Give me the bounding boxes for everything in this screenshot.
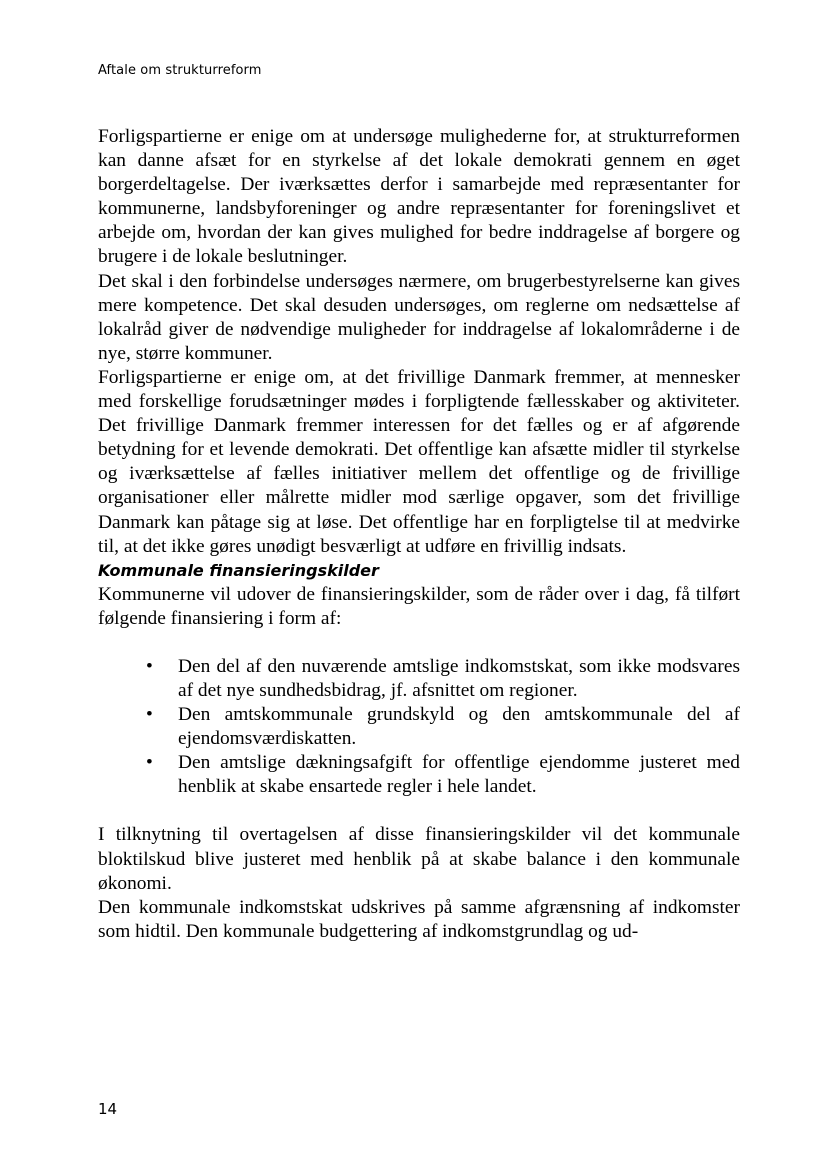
list-item-text: Den del af den nuværende amtslige indkomstskat, som ikke modsvares af det nye sundhedsbidrag, jf. afsnittet om regioner. [178,655,740,701]
bullet-list [98,655,740,800]
list-item [146,751,740,799]
bullet-icon: • [146,752,153,774]
list-item [146,655,740,703]
section-intro: Kommunerne vil udover de finansieringskilder, som de råder over i dag, få tilført følgende finansiering i form af: [98,583,740,629]
bullet-icon: • [146,704,153,726]
list-item-text: Den amtslige dækningsafgift for offentlige ejendomme justeret med henblik at skabe ensartede regler i hele landet. [178,752,740,798]
bullet-icon: • [146,655,153,677]
running-header: Aftale om strukturreform [98,63,262,78]
body-text [98,125,740,944]
paragraph: Forligspartierne er enige om, at det frivillige Danmark fremmer, at mennesker med forskellige forudsætninger mødes i forpligtende fællesskaber og aktiviteter. Det frivillige Danmark fremmer interessen for det fælles og er af afgørende betydning for et levende demokrati. Det offentlige kan afsætte midler til styrkelse og iværksættelse af fælles initiativer mellem det offentlige og de frivillige organisationer eller målrette midler mod særlige opgaver, som det frivillige Danmark kan påtage sig at løse. Det offentlige har en forpligtelse til at medvirke til, at det ikke gøres unødigt besværligt at udføre en frivillig indsats. [98,366,740,557]
list-item-text: Den amtskommunale grundskyld og den amtskommunale del af ejendomsværdiskatten. [178,704,740,750]
paragraph: Forligspartierne er enige om at undersøge mulighederne for, at strukturreformen kan danne afsæt for en styrkelse af det lokale demokrati gennem en øget borgerdeltagelse. Der iværksættes derfor i samarbejde med repræsentanter for kommunerne, landsbyforeninger og andre repræsentanter for foreningslivet et arbejde om, hvordan der kan gives mulighed for bedre inddragelse af borgere og brugere i de lokale beslutninger. [98,126,740,268]
section-heading: Kommunale finansieringskilder [98,560,379,580]
list-item [146,703,740,751]
paragraph: I tilknytning til overtagelsen af disse finansieringskilder vil det kommunale bloktilskud blive justeret med henblik på at skabe balance i den kommunale økonomi. [98,824,740,894]
paragraph: Det skal i den forbindelse undersøges nærmere, om brugerbestyrelserne kan gives mere kompetence. Det skal desuden undersøges, om reglerne om nedsættelse af lokalråd giver de nødvendige muligheder for inddragelse af lokalområderne i de nye, større kommuner. [98,270,740,364]
paragraph: Den kommunale indkomstskat udskrives på samme afgrænsning af indkomster som hidtil. Den kommunale budgettering af indkomstgrundlag og ud- [98,896,740,942]
page-number: 14 [98,1100,118,1118]
